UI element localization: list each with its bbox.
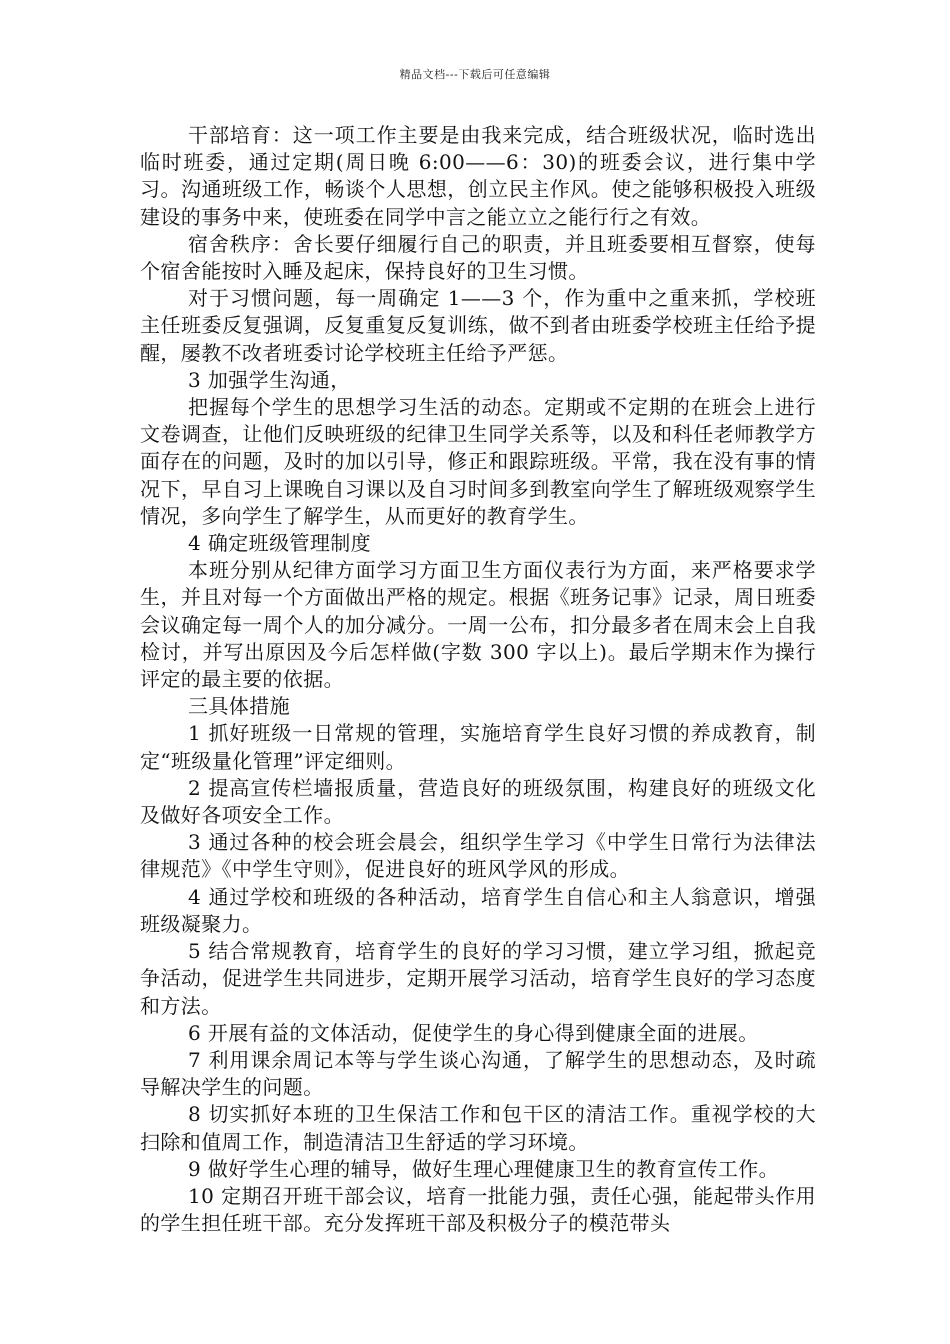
measure-item: 9 做好学生心理的辅导，做好生理心理健康卫生的教育宣传工作。	[188, 1156, 780, 1181]
measure-item: 2 提高宣传栏墙报质量，营造良好的班级氛围，构建良好的班级文化及做好各项安全工作。	[140, 775, 816, 828]
measure-item: 5 结合常规教育，培育学生的良好的学习习惯，建立学习组，掀起竞争活动，促进学生共同进步，定期开展学习活动，培育学生良好的学习态度和方法。	[140, 939, 816, 1018]
measure-item: 1 抓好班级一日常规的管理，实施培育学生良好习惯的养成教育，制定“班级量化管理”评定细则。	[140, 721, 816, 773]
heading-management-system: 4 确定班级管理制度	[188, 531, 372, 556]
measure-item: 10 定期召开班干部会议，培育一批能力强，责任心强，能起带头作用的学生担任班干部。充分发挥班干部及积极分子的模范带头	[140, 1183, 816, 1236]
measure-item: 4 通过学校和班级的各种活动，培育学生自信心和主人翁意识，增强班级凝聚力。	[140, 884, 816, 936]
page-header: 精品文档---下载后可任意编辑	[399, 68, 551, 81]
paragraph-cadre-training: 干部培育：这一项工作主要是由我来完成，结合班级状况，临时选出临时班委，通过定期(周日晚 6:00——6：30)的班委会议，进行集中学习。沟通班级工作，畅谈个人思想，创立民主作风。使之能够积极投入班级建设的事务中来，使班委在同学中言之能立立之能行行之有效。	[140, 123, 816, 229]
heading-strengthen-communication: 3 加强学生沟通，	[188, 367, 351, 392]
measure-item: 6 开展有益的文体活动，促使学生的身心得到健康全面的进展。	[188, 1020, 759, 1045]
document-body	[140, 122, 816, 1237]
paragraph-habits: 对于习惯问题，每一周确定 1——3 个，作为重中之重来抓，学校班主任班委反复强调，反复重复反复训练，做不到者由班委学校班主任给予提醒，屡教不改者班委讨论学校班主任给予严惩。	[140, 286, 816, 365]
heading-specific-measures: 三具体措施	[188, 694, 290, 719]
paragraph-dorm-order: 宿舍秩序：舍长要仔细履行自己的职责，并且班委要相互督察，使每个宿舍能按时入睡及起床，保持良好的卫生习惯。	[140, 231, 816, 284]
measure-item: 3 通过各种的校会班会晨会，组织学生学习《中学生日常行为法律法律规范》《中学生守则》，促进良好的班风学风的形成。	[140, 830, 816, 882]
paragraph-student-dynamics: 把握每个学生的思想学习生活的动态。定期或不定期的在班会上进行文卷调查，让他们反映班级的纪律卫生同学关系等，以及和科任老师教学方面存在的问题，及时的加以引导，修正和跟踪班级。平常，我在没有事的情况下，早自习上课晚自习课以及自习时间多到教室向学生了解班级观察学生情况，多向学生了解学生，从而更好的教育学生。	[140, 395, 816, 528]
measure-item: 8 切实抓好本班的卫生保洁工作和包干区的清洁工作。重视学校的大扫除和值周工作，制造清洁卫生舒适的学习环境。	[140, 1102, 816, 1154]
paragraph-class-rules: 本班分别从纪律方面学习方面卫生方面仪表行为方面，来严格要求学生，并且对每一个方面做出严格的规定。根据《班务记事》记录，周日班委会议确定每一周个人的加分减分。一周一公布，扣分最多者在周末会上自我检讨，并写出原因及今后怎样做(字数 300 字以上)。最后学期末作为操行评定的最主要的依据。	[140, 558, 816, 692]
measure-item: 7 利用课余周记本等与学生谈心沟通，了解学生的思想动态，及时疏导解决学生的问题。	[140, 1047, 816, 1100]
